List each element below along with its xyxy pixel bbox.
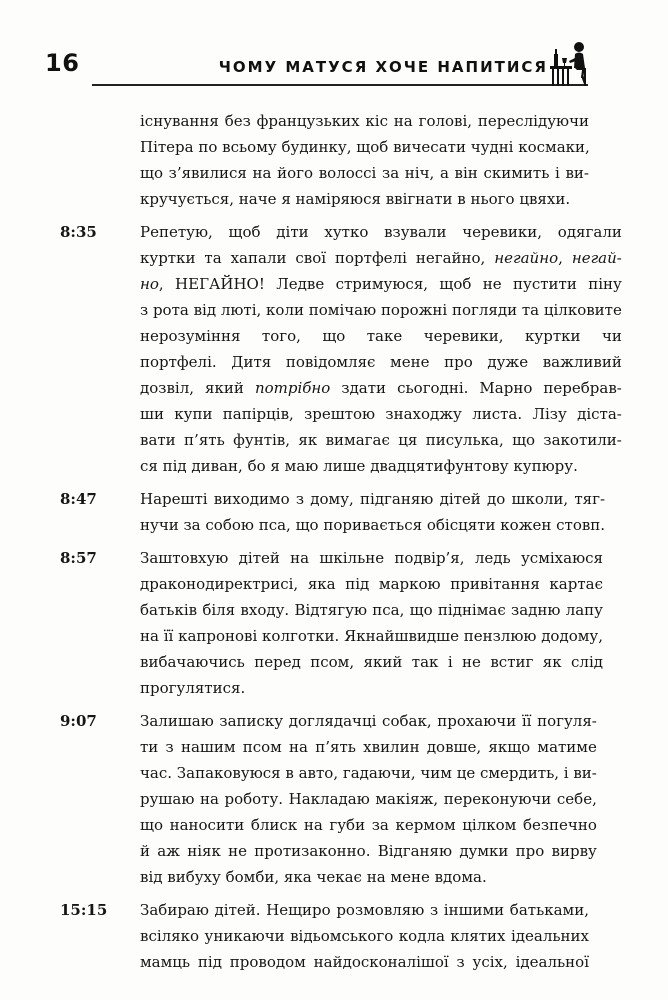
entry-text	[140, 219, 622, 479]
text-line: рушаю на роботу. Накладаю макіяж, переконуючи себе,	[140, 790, 597, 808]
entry-text	[140, 708, 597, 890]
time-entry	[60, 545, 603, 701]
entry-text	[140, 897, 589, 975]
text-line: всіляко уникаючи відьомського кодла клятих ідеальних	[140, 927, 589, 945]
text-line: що наносити блиск на губи за кермом цілком безпечно	[140, 816, 597, 834]
page-body	[60, 108, 622, 975]
entry-time: 15:15	[60, 901, 108, 919]
text-line: портфелі. Дитя повідомляє мене про дуже важливий	[140, 353, 622, 371]
text-line: кручується, наче я наміряюся ввігнати в нього цвяхи.	[140, 190, 571, 208]
entry-time: 8:35	[60, 223, 97, 241]
text-line: Заштовхую дітей на шкільне подвір’я, ледь усміхаюся	[140, 549, 603, 567]
continued-paragraph	[140, 108, 589, 212]
page-number: 16	[45, 49, 80, 77]
time-entry	[60, 486, 606, 538]
text-line: вибачаючись перед псом, який так і не встиг як слід	[140, 653, 603, 671]
entry-time: 8:47	[60, 490, 97, 508]
text-line: Нарешті виходимо з дому, підганяю дітей до школи, тяг-	[140, 490, 606, 508]
text-line: прогулятися.	[140, 679, 246, 697]
text-line: ши купи папірців, зрештою знаходжу листа. Лізу діста-	[140, 405, 622, 423]
entry-time: 8:57	[60, 549, 97, 567]
text-line: мамць під проводом найдосконалішої з усіх, ідеальної	[140, 953, 589, 971]
header-rule	[92, 84, 588, 86]
entry-text	[140, 545, 603, 701]
text-line: Пітера по всьому будинку, щоб вичесати чудні космаки,	[140, 138, 590, 156]
text-line: й аж ніяк не протизаконно. Відганяю думки про вирву	[140, 842, 597, 860]
text-line: нучи за собою пса, що поривається обісцяти кожен стовп.	[140, 516, 606, 534]
text-line: ся під диван, бо я маю лише двадцятифунтову купюру.	[140, 457, 578, 475]
text-line: з рота від люті, коли помічаю порожні погляди та цілковите	[140, 301, 622, 319]
text-line: на її капронові колготки. Якнайшвидше пензлюю додому,	[140, 627, 603, 645]
text-line: що з’явилися на його волоссі за ніч, а він скимить і ви-	[140, 164, 589, 182]
text-line: нерозуміння того, що таке черевики, куртки чи	[140, 327, 622, 345]
text-line: вати п’ять фунтів, як вимагає ця писулька, що закотили-	[140, 431, 622, 449]
text-line: но, НЕГАЙНО! Ледве стримуюся, щоб не пустити піну	[140, 275, 622, 293]
text-line: Залишаю записку доглядачці собак, прохаючи її погуля-	[140, 712, 597, 730]
time-entry	[60, 219, 622, 479]
text-line: драконодиректрисі, яка під маркою привітання картає	[140, 575, 603, 593]
woman-at-table-drinking-icon	[548, 38, 590, 86]
text-line: батьків біля входу. Відтягую пса, що піднімає задню лапу	[140, 601, 603, 619]
entry-text	[140, 486, 605, 538]
text-line: Репетую, щоб діти хутко взували черевики, одягали	[140, 223, 622, 241]
text-line: ти з нашим псом на п’ять хвилин довше, якщо матиме	[140, 738, 597, 756]
entry-time: 9:07	[60, 712, 97, 730]
time-entry	[60, 897, 589, 975]
text-line: куртки та хапали свої портфелі негайно, негайно, негай-	[140, 249, 622, 267]
text-line: дозвіл, який потрібно здати сьогодні. Марно перебрав-	[140, 379, 622, 397]
text-line: час. Запаковуюся в авто, гадаючи, чим це смердить, і ви-	[140, 764, 597, 782]
text-line: Забираю дітей. Нещиро розмовляю з іншими батьками,	[140, 901, 589, 919]
text-line: від вибуху бомби, яка чекає на мене вдома.	[140, 868, 487, 886]
time-entry	[60, 708, 597, 890]
text-line: існування без французьких кіс на голові, переслідуючи	[140, 112, 589, 130]
running-head-title: ЧОМУ МАТУСЯ ХОЧЕ НАПИТИСЯ	[218, 58, 548, 76]
